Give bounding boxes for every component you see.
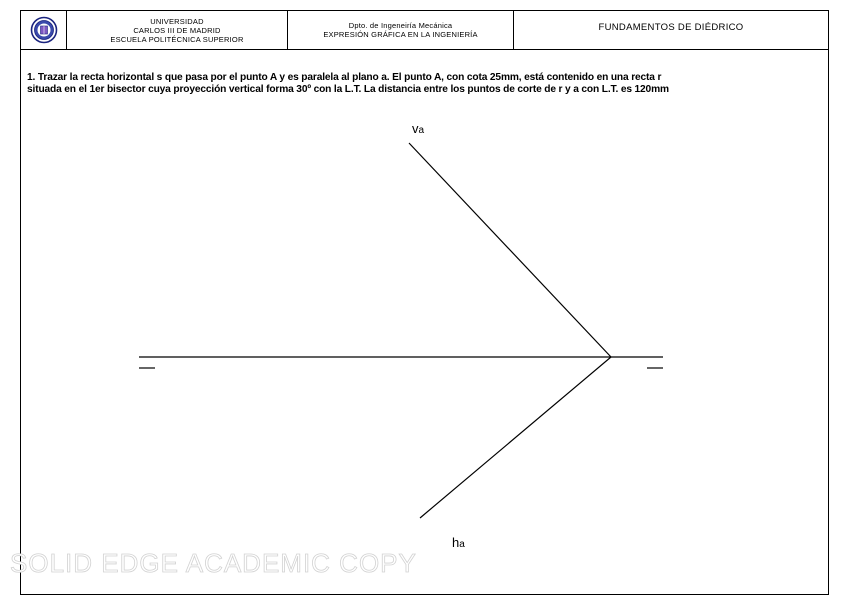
exercise-line-1: 1. Trazar la recta horizontal s que pasa por el punto A y es paralela al plano a. El punto A, con cota 25mm, está contenido en una recta r: [27, 72, 662, 83]
university-name: UNIVERSIDAD: [150, 16, 204, 26]
vertical-trace-label: [412, 121, 424, 136]
vertical-trace-subscript: a: [418, 125, 425, 136]
sheet-title: FUNDAMENTOS DE DIÉDRICO: [598, 21, 744, 33]
department-name: Dpto. de Ingeneiría Mecánica: [348, 21, 453, 30]
vertical-trace-line: [409, 143, 611, 357]
horizontal-trace-label: [452, 535, 465, 550]
exercise-line-2: situada en el 1er bisector cuya proyección vertical forma 30º con la L.T. La distancia entre los puntos de corte de r y a con L.T. es 120mm: [27, 84, 669, 95]
course-name: EXPRESIÓN GRÁFICA EN LA INGENIERÍA: [323, 30, 478, 39]
school-name: ESCUELA POLITÉCNICA SUPERIOR: [110, 34, 244, 44]
academic-watermark: SOLID EDGE ACADEMIC COPY: [10, 548, 417, 578]
horizontal-trace-line: [420, 357, 611, 518]
university-city: CARLOS III DE MADRID: [133, 25, 221, 35]
horizontal-trace-letter: h: [452, 535, 460, 550]
horizontal-trace-subscript: a: [459, 539, 465, 550]
vertical-trace-letter: v: [412, 121, 419, 136]
